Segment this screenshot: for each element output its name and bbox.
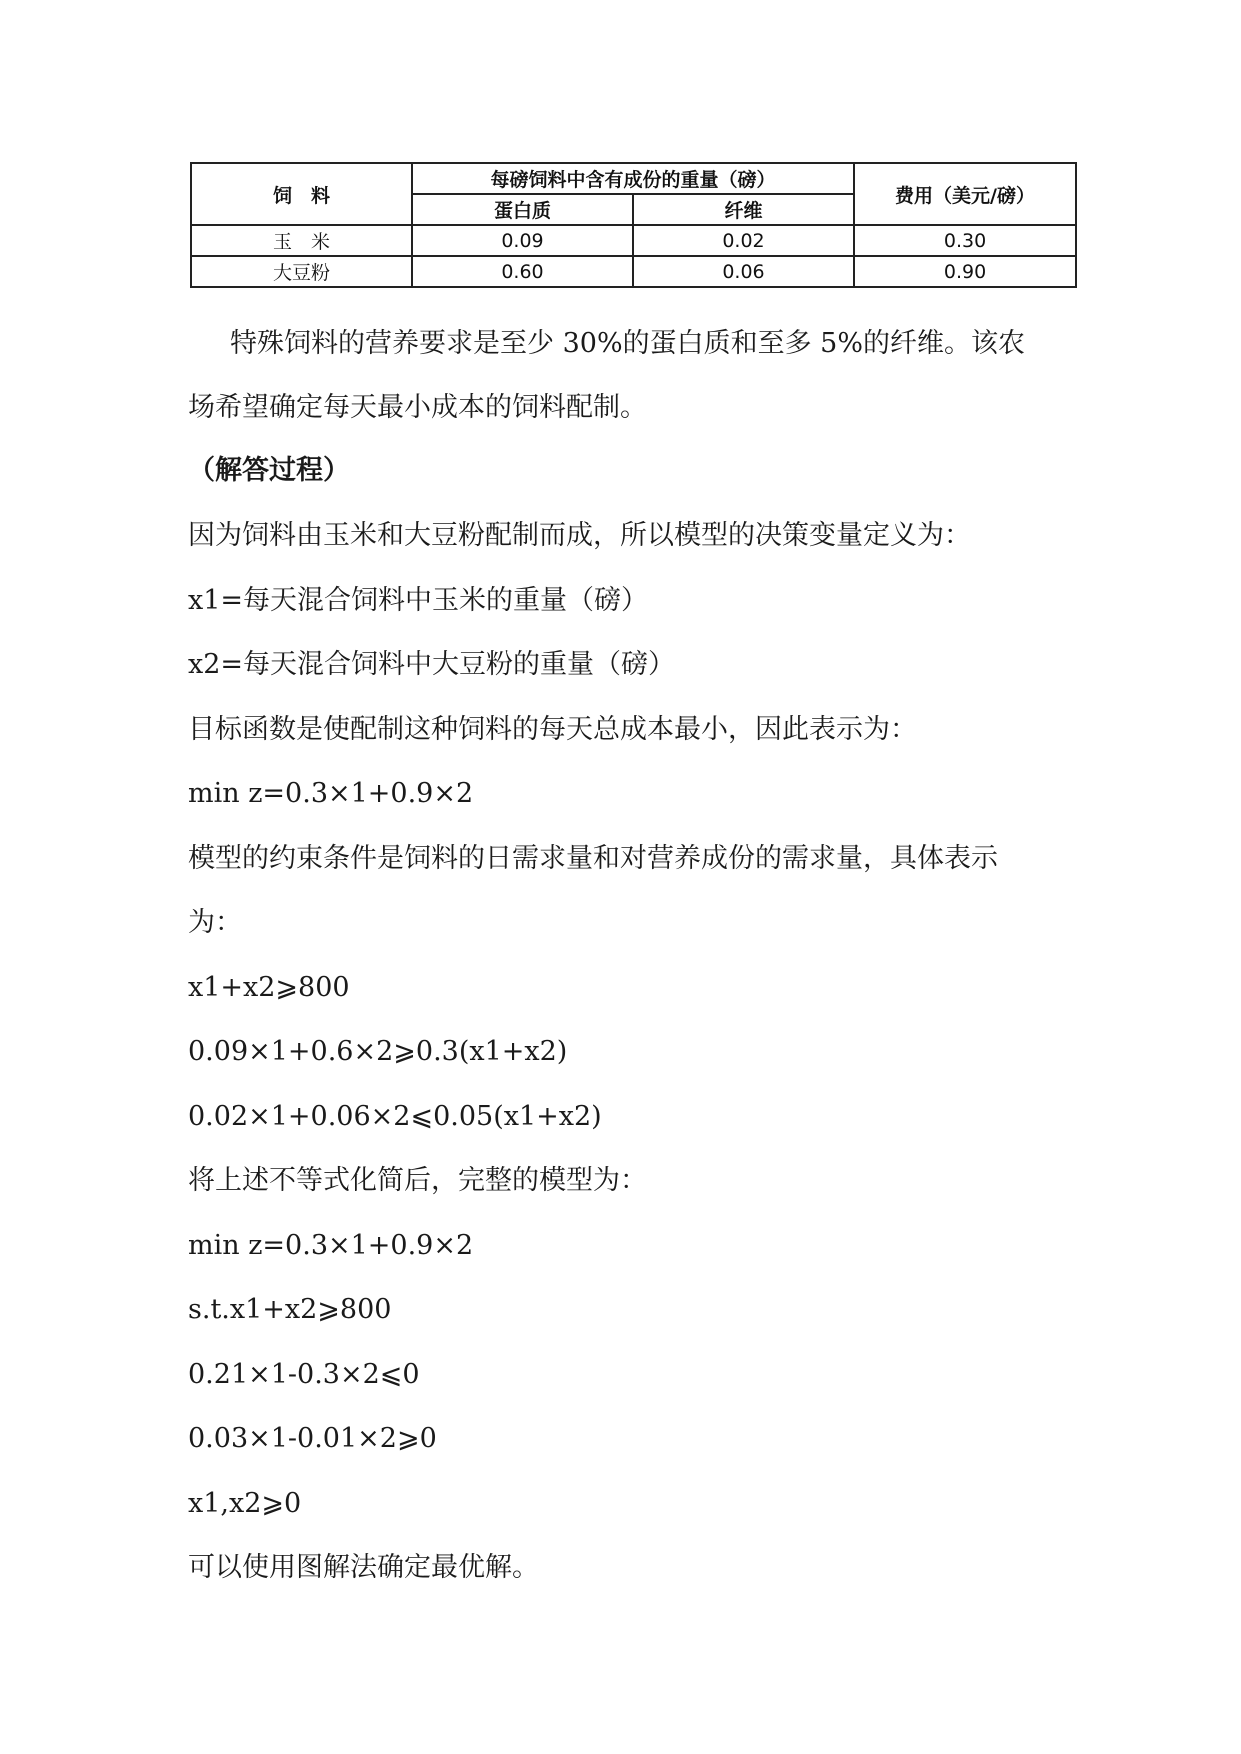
table-row	[191, 256, 1076, 287]
model-objective: min z=0.3×1+0.9×2	[188, 1230, 474, 1261]
objective-formula: min z=0.3×1+0.9×2	[188, 778, 474, 809]
constraint-intro-line2: 为：	[188, 907, 242, 938]
decision-intro: 因为饲料由玉米和大豆粉配制而成，所以模型的决策变量定义为：	[188, 520, 971, 551]
conclusion: 可以使用图解法确定最优解。	[188, 1552, 539, 1583]
constraint-intro-line1: 模型的约束条件是饲料的日需求量和对营养成份的需求量，具体表示	[188, 843, 998, 874]
feed-composition-table	[190, 162, 1077, 288]
cell-feed: 大豆粉	[191, 256, 412, 287]
cell-protein: 0.09	[412, 225, 633, 256]
model-constraint-2: 0.21×1-0.3×2⩽0	[188, 1359, 420, 1390]
x1-definition: x1=每天混合饲料中玉米的重量（磅）	[188, 585, 649, 616]
header-fiber: 纤维	[633, 194, 854, 225]
model-constraint-3: 0.03×1-0.01×2⩾0	[188, 1423, 437, 1454]
table-header-row	[191, 163, 1076, 194]
solution-heading: （解答过程）	[188, 455, 350, 486]
model-constraint-4: x1,x2⩾0	[188, 1488, 302, 1519]
constraint-2: 0.09×1+0.6×2⩾0.3(x1+x2)	[188, 1036, 568, 1067]
header-cost: 费用（美元/磅）	[854, 163, 1076, 225]
cell-feed: 玉 米	[191, 225, 412, 256]
table-row	[191, 225, 1076, 256]
cell-fiber: 0.02	[633, 225, 854, 256]
constraint-3: 0.02×1+0.06×2⩽0.05(x1+x2)	[188, 1101, 602, 1132]
requirement-text-line2: 场希望确定每天最小成本的饲料配制。	[188, 392, 647, 423]
simplify-intro: 将上述不等式化简后，完整的模型为：	[188, 1165, 647, 1196]
requirement-text-line1: 特殊饲料的营养要求是至少 30%的蛋白质和至多 5%的纤维。该农	[230, 328, 1026, 359]
constraint-1: x1+x2⩾800	[188, 972, 350, 1003]
model-constraint-1: s.t.x1+x2⩾800	[188, 1294, 392, 1325]
header-component-group: 每磅饲料中含有成份的重量（磅）	[412, 163, 854, 194]
cell-cost: 0.30	[854, 225, 1076, 256]
header-protein: 蛋白质	[412, 194, 633, 225]
x2-definition: x2=每天混合饲料中大豆粉的重量（磅）	[188, 649, 676, 680]
cell-protein: 0.60	[412, 256, 633, 287]
objective-intro: 目标函数是使配制这种饲料的每天总成本最小，因此表示为：	[188, 714, 917, 745]
header-feed: 饲 料	[191, 163, 412, 225]
cell-fiber: 0.06	[633, 256, 854, 287]
cell-cost: 0.90	[854, 256, 1076, 287]
